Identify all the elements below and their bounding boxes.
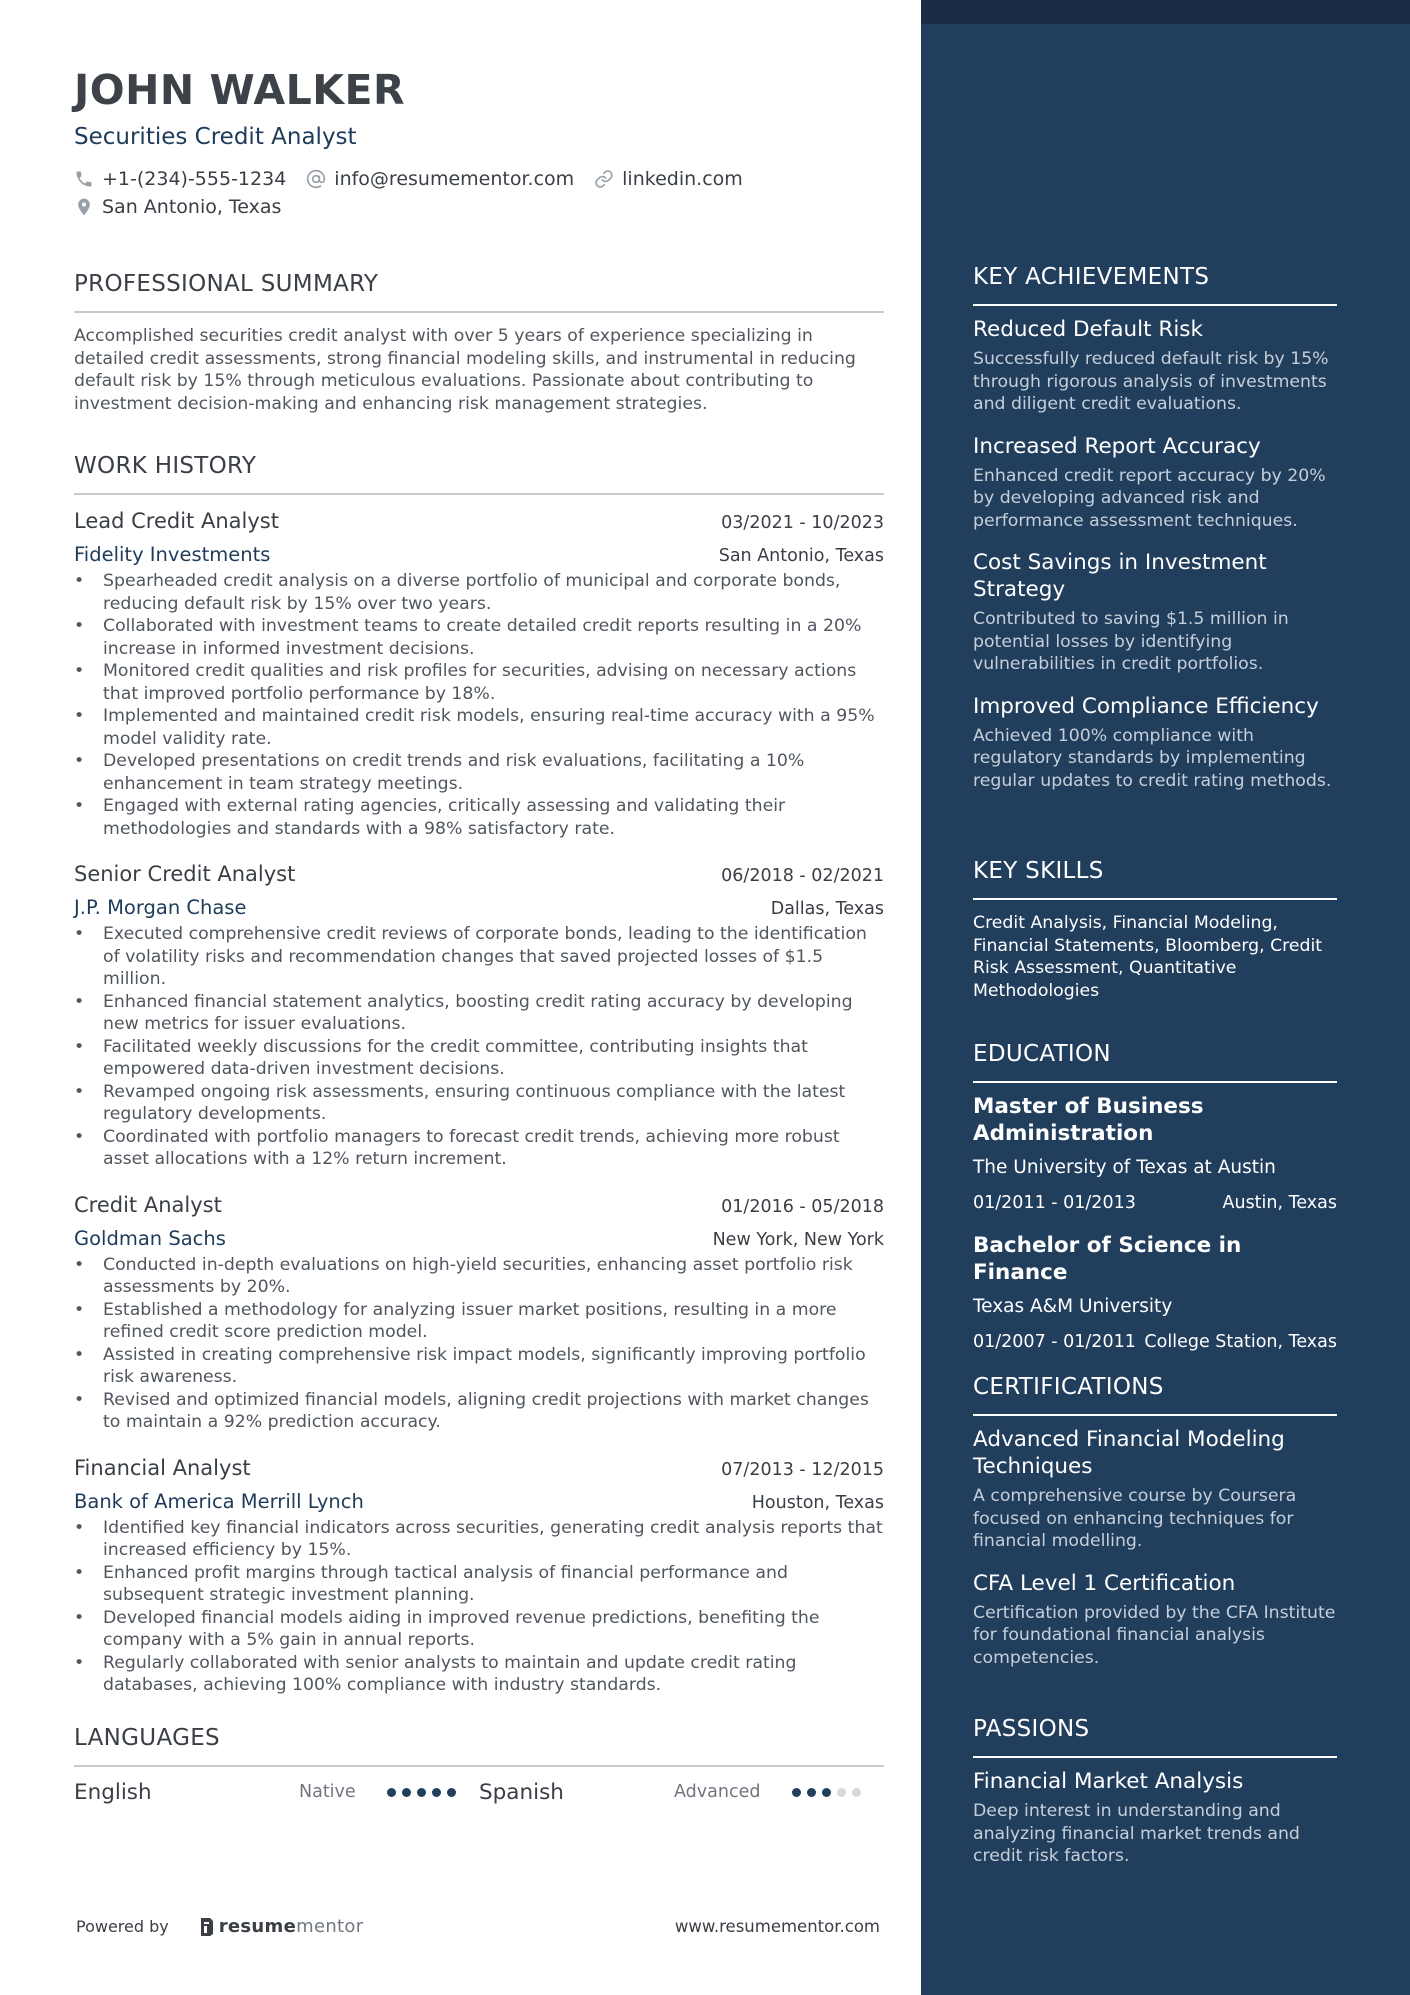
- job-bullets: [74, 923, 884, 1171]
- passions-title: PASSIONS: [973, 1714, 1337, 1758]
- achievement-item: [973, 316, 1337, 416]
- work-history-title: WORK HISTORY: [74, 451, 884, 495]
- website-link[interactable]: www.resumementor.com: [674, 1917, 880, 1936]
- contact-location: [74, 194, 281, 220]
- job-bullet: • Enhanced financial statement analytics, boosting credit rating accuracy by developing new metrics for issuer evaluations.: [74, 991, 884, 1036]
- achievement-item: [973, 433, 1337, 533]
- job-entry: [74, 1454, 884, 1697]
- rating-dot-filled: [417, 1788, 426, 1797]
- job-company: Bank of America Merrill Lynch: [74, 1489, 364, 1513]
- job-bullet: • Regularly collaborated with senior analysts to maintain and update credit rating databases, achieving 100% compliance with industry standards.: [74, 1652, 884, 1697]
- contact-row: [74, 166, 884, 192]
- language-name: Spanish: [479, 1779, 564, 1805]
- achievement-desc: Enhanced credit report accuracy by 20% by developing advanced risk and performance assessment techniques.: [973, 465, 1326, 531]
- job-bullet: • Monitored credit qualities and risk profiles for securities, advising on necessary actions that improved portfolio performance by 18%.: [74, 660, 884, 705]
- education-item: [973, 1093, 1337, 1215]
- education-item: [973, 1232, 1337, 1354]
- education-dates: 01/2007 - 01/2011: [973, 1332, 1136, 1352]
- rating-dot-empty: [852, 1788, 861, 1797]
- contact-phone[interactable]: [74, 166, 286, 192]
- resumementor-logo-icon: [199, 1917, 215, 1937]
- education-title: EDUCATION: [973, 1039, 1337, 1083]
- education-location: Austin, Texas: [1222, 1193, 1337, 1213]
- job-bullet: • Identified key financial indicators across securities, generating credit analysis reports that increased efficiency by 15%.: [74, 1517, 884, 1562]
- job-dates: 01/2016 - 05/2018: [721, 1196, 884, 1217]
- achievement-title: Improved Compliance Efficiency: [973, 693, 1319, 719]
- powered-by: [76, 1916, 363, 1937]
- key-achievements-section: [973, 262, 1337, 792]
- job-dates: 07/2013 - 12/2015: [721, 1459, 884, 1480]
- achievement-title: Cost Savings in Investment Strategy: [973, 550, 1267, 602]
- candidate-role: Securities Credit Analyst: [74, 124, 357, 150]
- language-level: Advanced: [674, 1782, 761, 1802]
- job-location: Dallas, Texas: [770, 899, 884, 920]
- rating-dot-filled: [387, 1788, 396, 1797]
- job-bullet: • Coordinated with portfolio managers to forecast credit trends, achieving more robust asset allocations with a 12% return increment.: [74, 1126, 884, 1171]
- languages-title: LANGUAGES: [74, 1723, 884, 1767]
- achievement-item: [973, 693, 1337, 793]
- job-bullet: • Implemented and maintained credit risk models, ensuring real-time accuracy with a 95% model validity rate.: [74, 705, 884, 750]
- at-sign-icon: [306, 169, 326, 189]
- rating-dot-filled: [402, 1788, 411, 1797]
- job-bullet: • Revamped ongoing risk assessments, ensuring continuous compliance with the latest regulatory developments.: [74, 1081, 884, 1126]
- phone-text: +1-(234)-555-1234: [102, 168, 287, 190]
- job-title: Lead Credit Analyst: [74, 509, 279, 534]
- certification-title: Advanced Financial Modeling Techniques: [973, 1427, 1285, 1479]
- job-bullet: • Developed financial models aiding in improved revenue predictions, benefiting the company with a 5% gain in annual reports.: [74, 1607, 884, 1652]
- job-bullet: • Revised and optimized financial models, aligning credit projections with market changes to maintain a 92% prediction accuracy.: [74, 1389, 884, 1434]
- job-entry: [74, 507, 884, 840]
- certification-item: [973, 1570, 1337, 1670]
- work-history-section: [74, 451, 884, 1697]
- certifications-section: [973, 1372, 1337, 1669]
- brand-bold: resume: [218, 1916, 297, 1937]
- job-entry: [74, 1191, 884, 1434]
- achievement-desc: Achieved 100% compliance with regulatory standards by implementing regular updates to credit rating methods.: [973, 725, 1332, 791]
- achievement-item: [973, 549, 1337, 676]
- key-skills-text: Credit Analysis, Financial Modeling, Financial Statements, Bloomberg, Credit Risk Assessment, Quantitative Methodologies: [973, 913, 1323, 1001]
- certification-desc: Certification provided by the CFA Institute for foundational financial analysis competencies.: [973, 1602, 1336, 1668]
- brand-light: mentor: [296, 1916, 364, 1937]
- passions-section: [973, 1714, 1337, 1868]
- job-bullet: • Collaborated with investment teams to create detailed credit reports resulting in a 20% increase in informed investment decisions.: [74, 615, 884, 660]
- link-icon: [594, 169, 614, 189]
- certification-title: CFA Level 1 Certification: [973, 1570, 1236, 1596]
- job-company: Fidelity Investments: [74, 543, 271, 567]
- achievement-title: Reduced Default Risk: [973, 317, 1203, 342]
- summary-section: [74, 269, 884, 415]
- email-text: info@resumementor.com: [334, 168, 575, 190]
- achievement-title: Increased Report Accuracy: [973, 433, 1261, 459]
- job-dates: 06/2018 - 02/2021: [721, 866, 884, 887]
- job-bullets: [74, 1254, 884, 1434]
- job-company: Goldman Sachs: [74, 1226, 226, 1250]
- contact-row-location: [74, 194, 884, 220]
- job-location: Houston, Texas: [751, 1492, 884, 1513]
- passion-desc: Deep interest in understanding and analyzing financial market trends and credit risk factors.: [973, 1801, 1300, 1866]
- job-company: J.P. Morgan Chase: [74, 896, 247, 920]
- sidebar-top-bar: [921, 0, 1410, 24]
- rating-dot-filled: [447, 1788, 456, 1797]
- job-location: San Antonio, Texas: [718, 546, 884, 567]
- certifications-title: CERTIFICATIONS: [973, 1372, 1337, 1416]
- linkedin-text: linkedin.com: [622, 168, 743, 190]
- language-item: [74, 1780, 479, 1805]
- education-section: [973, 1039, 1337, 1354]
- language-rating: [792, 1788, 867, 1797]
- language-name: English: [74, 1779, 152, 1805]
- map-pin-icon: [74, 197, 94, 217]
- footer: [76, 1916, 880, 1937]
- job-bullet: • Established a methodology for analyzing issuer market positions, resulting in a more refined credit score prediction model.: [74, 1299, 884, 1344]
- language-rating: [387, 1788, 462, 1797]
- job-bullet: • Facilitated weekly discussions for the credit committee, contributing insights that empowered data-driven investment decisions.: [74, 1036, 884, 1081]
- brand-logo[interactable]: [199, 1916, 364, 1937]
- job-bullet: • Conducted in-depth evaluations on high-yield securities, enhancing asset portfolio risk assessments by 20%.: [74, 1254, 884, 1299]
- main-column: [74, 62, 884, 1697]
- key-skills-section: [973, 856, 1337, 1002]
- contact-email[interactable]: [306, 166, 574, 192]
- language-item: [479, 1780, 884, 1805]
- location-text: San Antonio, Texas: [102, 196, 282, 218]
- job-title: Credit Analyst: [74, 1192, 222, 1217]
- rating-dot-filled: [432, 1788, 441, 1797]
- passion-title: Financial Market Analysis: [973, 1769, 1244, 1794]
- job-title: Financial Analyst: [74, 1455, 251, 1480]
- education-school: Texas A&M University: [973, 1296, 1173, 1317]
- language-level: Native: [299, 1782, 356, 1802]
- education-location: College Station, Texas: [1144, 1332, 1337, 1352]
- key-skills-title: KEY SKILLS: [973, 856, 1337, 900]
- education-degree: Bachelor of Science in Finance: [973, 1233, 1242, 1285]
- rating-dot-filled: [807, 1788, 816, 1797]
- certification-desc: A comprehensive course by Coursera focused on enhancing techniques for financial modelling.: [973, 1486, 1297, 1551]
- job-title: Senior Credit Analyst: [74, 862, 296, 887]
- job-bullet: • Spearheaded credit analysis on a diverse portfolio of municipal and corporate bonds, reducing default risk by 15% over two years.: [74, 570, 884, 615]
- job-bullets: [74, 1517, 884, 1697]
- achievement-desc: Contributed to saving $1.5 million in potential losses by identifying vulnerabilities in credit portfolios.: [973, 609, 1289, 674]
- achievement-desc: Successfully reduced default risk by 15% through rigorous analysis of investments and diligent credit evaluations.: [973, 349, 1329, 414]
- job-bullet: • Developed presentations on credit trends and risk evaluations, facilitating a 10% enhancement in team strategy meetings.: [74, 750, 884, 795]
- candidate-name: JOHN WALKER: [74, 66, 406, 114]
- rating-dot-empty: [837, 1788, 846, 1797]
- job-location: New York, New York: [712, 1229, 884, 1250]
- contact-linkedin[interactable]: [594, 166, 743, 192]
- languages-section: [74, 1723, 884, 1807]
- job-bullet: • Enhanced profit margins through tactical analysis of financial performance and subsequent strategic investment planning.: [74, 1562, 884, 1607]
- powered-by-label: Powered by: [76, 1917, 169, 1936]
- phone-icon: [74, 169, 94, 189]
- summary-text: Accomplished securities credit analyst with over 5 years of experience specializing in detailed credit assessments, strong financial modeling skills, and instrumental in reducing default risk by 15% through meticulous evaluations. Passionate about contributing to investment decision-making and enhancing risk management strategies.: [74, 326, 856, 414]
- summary-title: PROFESSIONAL SUMMARY: [74, 269, 884, 313]
- job-entry: [74, 860, 884, 1171]
- languages-row: [74, 1777, 884, 1807]
- certification-item: [973, 1426, 1337, 1553]
- education-school: The University of Texas at Austin: [973, 1157, 1276, 1178]
- job-bullet: • Executed comprehensive credit reviews of corporate bonds, leading to the identification of volatility risks and recommendation changes that saved projected losses of $1.5 million.: [74, 923, 884, 991]
- rating-dot-filled: [822, 1788, 831, 1797]
- rating-dot-filled: [792, 1788, 801, 1797]
- passion-item: [973, 1768, 1337, 1868]
- education-degree: Master of Business Administration: [973, 1094, 1204, 1146]
- job-bullets: [74, 570, 884, 840]
- job-dates: 03/2021 - 10/2023: [721, 513, 884, 534]
- education-dates: 01/2011 - 01/2013: [973, 1193, 1136, 1213]
- job-bullet: • Assisted in creating comprehensive risk impact models, significantly improving portfolio risk awareness.: [74, 1344, 884, 1389]
- key-achievements-title: KEY ACHIEVEMENTS: [973, 262, 1337, 306]
- job-bullet: • Engaged with external rating agencies, critically assessing and validating their methodologies and standards with a 98% satisfactory rate.: [74, 795, 884, 840]
